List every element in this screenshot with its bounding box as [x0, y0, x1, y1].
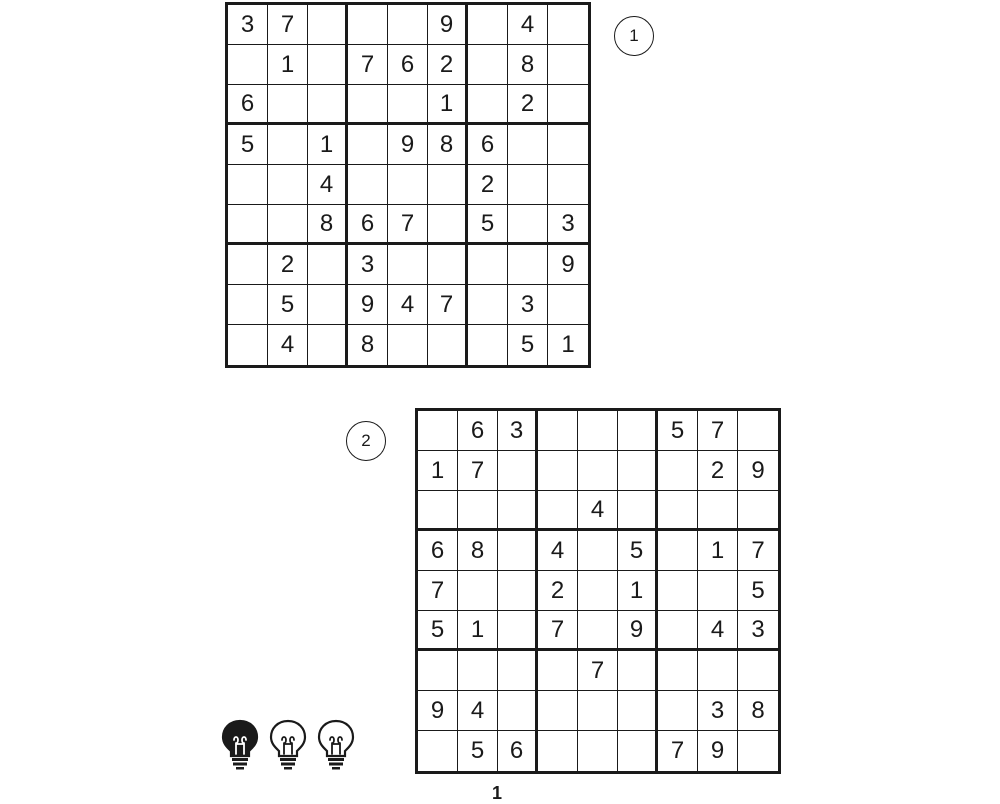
sudoku-empty-cell[interactable] [658, 691, 698, 731]
sudoku-given-cell: 3 [508, 285, 548, 325]
lightbulb-outline-icon [268, 718, 308, 770]
sudoku-given-cell: 3 [348, 245, 388, 285]
sudoku-given-cell: 1 [458, 611, 498, 651]
sudoku-given-cell: 7 [418, 571, 458, 611]
sudoku-given-cell: 1 [618, 571, 658, 611]
sudoku-given-cell: 4 [698, 611, 738, 651]
sudoku-empty-cell[interactable] [428, 325, 468, 365]
sudoku-empty-cell[interactable] [658, 651, 698, 691]
sudoku-given-cell: 3 [498, 411, 538, 451]
sudoku-empty-cell[interactable] [738, 411, 778, 451]
sudoku-empty-cell[interactable] [698, 571, 738, 611]
sudoku-given-cell: 4 [508, 5, 548, 45]
sudoku-given-cell: 1 [418, 451, 458, 491]
sudoku-empty-cell[interactable] [468, 5, 508, 45]
sudoku-empty-cell[interactable] [548, 285, 588, 325]
sudoku-empty-cell[interactable] [498, 571, 538, 611]
sudoku-given-cell: 5 [738, 571, 778, 611]
sudoku-empty-cell[interactable] [348, 85, 388, 125]
sudoku-empty-cell[interactable] [658, 491, 698, 531]
sudoku-given-cell: 7 [268, 5, 308, 45]
sudoku-given-cell: 6 [388, 45, 428, 85]
sudoku-given-cell: 6 [228, 85, 268, 125]
sudoku-empty-cell[interactable] [228, 285, 268, 325]
difficulty-rating [220, 718, 356, 770]
sudoku-empty-cell[interactable] [428, 205, 468, 245]
sudoku-given-cell: 9 [348, 285, 388, 325]
sudoku-empty-cell[interactable] [538, 731, 578, 771]
sudoku-empty-cell[interactable] [548, 5, 588, 45]
sudoku-given-cell: 4 [388, 285, 428, 325]
sudoku-empty-cell[interactable] [548, 85, 588, 125]
sudoku-empty-cell[interactable] [458, 571, 498, 611]
sudoku-empty-cell[interactable] [498, 491, 538, 531]
sudoku-empty-cell[interactable] [578, 611, 618, 651]
sudoku-given-cell: 7 [738, 531, 778, 571]
sudoku-given-cell: 6 [458, 411, 498, 451]
lightbulb-filled-icon [220, 718, 260, 770]
sudoku-given-cell: 4 [578, 491, 618, 531]
sudoku-empty-cell[interactable] [578, 451, 618, 491]
sudoku-given-cell: 9 [428, 5, 468, 45]
sudoku-empty-cell[interactable] [578, 691, 618, 731]
sudoku-given-cell: 1 [698, 531, 738, 571]
sudoku-empty-cell[interactable] [468, 325, 508, 365]
sudoku-given-cell: 9 [388, 125, 428, 165]
sudoku-empty-cell[interactable] [268, 205, 308, 245]
sudoku-empty-cell[interactable] [578, 571, 618, 611]
sudoku-empty-cell[interactable] [228, 325, 268, 365]
sudoku-empty-cell[interactable] [508, 125, 548, 165]
sudoku-empty-cell[interactable] [388, 325, 428, 365]
sudoku-given-cell: 9 [618, 611, 658, 651]
sudoku-empty-cell[interactable] [458, 651, 498, 691]
sudoku-empty-cell[interactable] [548, 45, 588, 85]
sudoku-given-cell: 6 [348, 205, 388, 245]
sudoku-given-cell: 2 [538, 571, 578, 611]
sudoku-empty-cell[interactable] [308, 325, 348, 365]
sudoku-given-cell: 2 [698, 451, 738, 491]
sudoku-grid-1 [225, 2, 591, 368]
sudoku-empty-cell[interactable] [618, 691, 658, 731]
sudoku-given-cell: 4 [458, 691, 498, 731]
sudoku-given-cell: 5 [458, 731, 498, 771]
sudoku-empty-cell[interactable] [658, 571, 698, 611]
sudoku-given-cell: 9 [418, 691, 458, 731]
sudoku-given-cell: 1 [428, 85, 468, 125]
sudoku-empty-cell[interactable] [268, 85, 308, 125]
sudoku-empty-cell[interactable] [308, 5, 348, 45]
sudoku-empty-cell[interactable] [658, 451, 698, 491]
puzzle-number-badge-1: 1 [614, 16, 654, 56]
sudoku-empty-cell[interactable] [388, 5, 428, 45]
sudoku-given-cell: 7 [578, 651, 618, 691]
sudoku-given-cell: 4 [268, 325, 308, 365]
sudoku-empty-cell[interactable] [738, 731, 778, 771]
sudoku-given-cell: 3 [738, 611, 778, 651]
sudoku-given-cell: 1 [561, 331, 575, 358]
sudoku-given-cell: 9 [548, 245, 588, 285]
sudoku-empty-cell[interactable] [428, 245, 468, 285]
sudoku-empty-cell[interactable] [618, 731, 658, 771]
sudoku-empty-cell[interactable] [578, 411, 618, 451]
sudoku-given-cell: 6 [498, 731, 538, 771]
sudoku-given-cell: 7 [538, 611, 578, 651]
sudoku-given-cell: 9 [738, 451, 778, 491]
puzzle-number-badge-2: 2 [346, 421, 386, 461]
sudoku-given-cell: 6 [468, 125, 508, 165]
sudoku-empty-cell[interactable] [458, 491, 498, 531]
sudoku-empty-cell[interactable] [268, 125, 308, 165]
sudoku-given-cell: 5 [618, 531, 658, 571]
page-number: 1 [492, 783, 503, 803]
sudoku-empty-cell[interactable] [498, 651, 538, 691]
sudoku-given-cell: 2 [268, 245, 308, 285]
sudoku-empty-cell[interactable] [498, 611, 538, 651]
sudoku-empty-cell[interactable] [268, 165, 308, 205]
sudoku-given-cell: 2 [468, 165, 508, 205]
sudoku-given-cell: 7 [658, 731, 698, 771]
sudoku-empty-cell[interactable] [578, 531, 618, 571]
sudoku-empty-cell[interactable] [228, 245, 268, 285]
sudoku-grid-2 [415, 408, 781, 774]
sudoku-given-cell: 8 [348, 325, 388, 365]
sudoku-given-cell: 5 [268, 285, 308, 325]
sudoku-empty-cell[interactable] [578, 731, 618, 771]
sudoku-empty-cell[interactable] [538, 451, 578, 491]
sudoku-empty-cell[interactable] [308, 285, 348, 325]
sudoku-empty-cell[interactable] [698, 491, 738, 531]
sudoku-empty-cell[interactable] [618, 651, 658, 691]
sudoku-empty-cell[interactable] [548, 165, 588, 205]
sudoku-empty-cell[interactable] [508, 205, 548, 245]
sudoku-empty-cell[interactable] [498, 691, 538, 731]
sudoku-given-cell: 1 [268, 45, 308, 85]
sudoku-empty-cell[interactable] [658, 611, 698, 651]
sudoku-given-cell: 6 [418, 531, 458, 571]
sudoku-empty-cell[interactable] [538, 651, 578, 691]
sudoku-empty-cell[interactable] [468, 45, 508, 85]
sudoku-given-cell: 5 [658, 411, 698, 451]
sudoku-given-cell: 3 [548, 205, 588, 245]
sudoku-empty-cell[interactable] [658, 531, 698, 571]
sudoku-empty-cell[interactable] [468, 85, 508, 125]
sudoku-empty-cell[interactable] [228, 165, 268, 205]
sudoku-empty-cell[interactable] [228, 45, 268, 85]
sudoku-empty-cell[interactable] [418, 651, 458, 691]
sudoku-given-cell: 8 [458, 531, 498, 571]
sudoku-empty-cell[interactable] [388, 85, 428, 125]
sudoku-empty-cell[interactable] [618, 491, 658, 531]
sudoku-empty-cell[interactable] [428, 165, 468, 205]
sudoku-given-cell: 5 [228, 125, 268, 165]
sudoku-empty-cell[interactable] [308, 245, 348, 285]
sudoku-empty-cell[interactable] [498, 451, 538, 491]
sudoku-empty-cell[interactable] [548, 125, 588, 165]
sudoku-empty-cell[interactable] [388, 165, 428, 205]
sudoku-empty-cell[interactable] [228, 205, 268, 245]
sudoku-empty-cell[interactable] [348, 5, 388, 45]
sudoku-empty-cell[interactable] [468, 285, 508, 325]
sudoku-given-cell: 9 [698, 731, 738, 771]
sudoku-empty-cell[interactable] [308, 85, 348, 125]
sudoku-empty-cell[interactable] [388, 245, 428, 285]
sudoku-given-cell: 8 [308, 205, 348, 245]
sudoku-empty-cell[interactable] [618, 411, 658, 451]
sudoku-empty-cell[interactable] [418, 731, 458, 771]
sudoku-given-cell: 3 [228, 5, 268, 45]
sudoku-given-cell: 2 [508, 85, 548, 125]
sudoku-empty-cell[interactable] [498, 531, 538, 571]
sudoku-given-cell: 8 [428, 125, 468, 165]
sudoku-empty-cell[interactable] [538, 491, 578, 531]
sudoku-empty-cell[interactable] [508, 165, 548, 205]
sudoku-empty-cell[interactable] [508, 245, 548, 285]
sudoku-given-cell: 8 [738, 691, 778, 731]
sudoku-given-cell: 3 [698, 691, 738, 731]
sudoku-given-cell: 7 [458, 451, 498, 491]
sudoku-empty-cell[interactable] [738, 491, 778, 531]
sudoku-empty-cell[interactable] [538, 411, 578, 451]
sudoku-given-cell: 7 [348, 45, 388, 85]
sudoku-empty-cell[interactable] [538, 691, 578, 731]
sudoku-given-cell: 8 [508, 45, 548, 85]
sudoku-empty-cell[interactable] [618, 451, 658, 491]
sudoku-empty-cell[interactable] [308, 45, 348, 85]
sudoku-given-cell: 7 [388, 205, 428, 245]
sudoku-given-cell: 5 [468, 205, 508, 245]
sudoku-given-cell: 5 [418, 611, 458, 651]
sudoku-given-cell: 1 [308, 125, 348, 165]
sudoku-empty-cell[interactable] [418, 491, 458, 531]
sudoku-empty-cell[interactable] [738, 651, 778, 691]
sudoku-empty-cell[interactable] [348, 125, 388, 165]
sudoku-empty-cell[interactable] [698, 651, 738, 691]
lightbulb-outline-icon [316, 718, 356, 770]
sudoku-empty-cell[interactable] [418, 411, 458, 451]
sudoku-given-cell: 5 [508, 325, 548, 365]
sudoku-empty-cell[interactable] [468, 245, 508, 285]
sudoku-given-cell: 2 [428, 45, 468, 85]
sudoku-given-cell: 7 [428, 285, 468, 325]
sudoku-given-cell: 7 [698, 411, 738, 451]
sudoku-empty-cell[interactable] [348, 165, 388, 205]
sudoku-given-cell: 4 [308, 165, 348, 205]
sudoku-given-cell: 4 [538, 531, 578, 571]
